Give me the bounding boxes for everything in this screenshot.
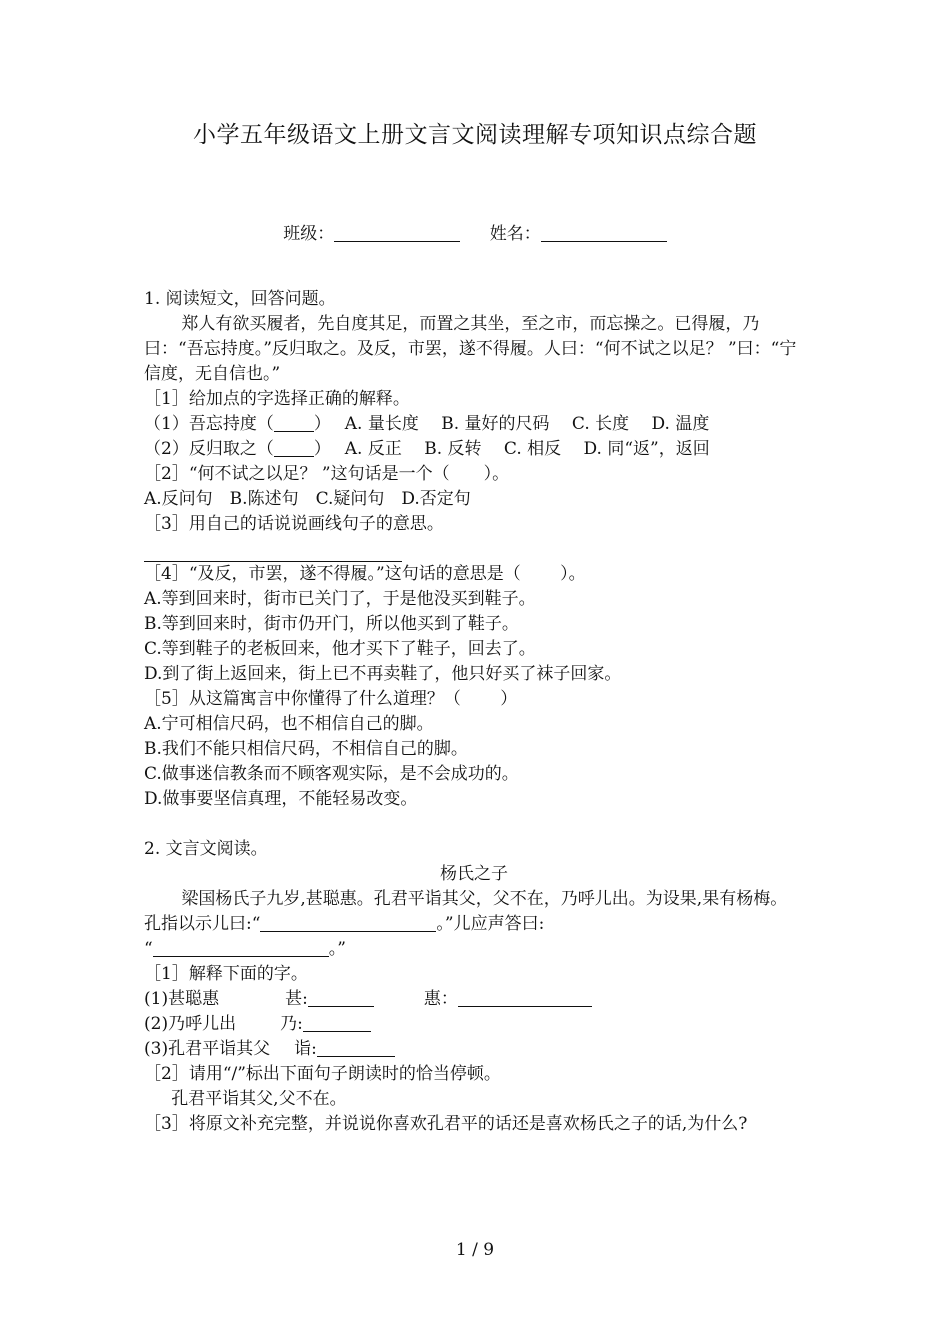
q1-sub1-item2-options: ） A. 反正 B. 反转 C. 相反 D. 同“返”，返回 xyxy=(313,439,710,459)
answer-line[interactable] xyxy=(144,537,402,562)
answer-blank[interactable] xyxy=(303,1014,371,1032)
question-content xyxy=(144,287,804,1137)
q2-word2-char: 乃: xyxy=(280,1014,303,1034)
answer-blank[interactable] xyxy=(274,439,314,457)
q2-sub2: ［2］请用“/”标出下面句子朗读时的恰当停顿。 xyxy=(144,1064,501,1084)
q2-word3 xyxy=(144,1037,804,1062)
document-title: 小学五年级语文上册文言文阅读理解专项知识点综合题 xyxy=(193,122,757,148)
q1-sub5-option-b: B.我们不能只相信尺码，不相信自己的脚。 xyxy=(144,739,468,759)
close-quote: 。” xyxy=(328,939,346,959)
q2-heading: 2. 文言文阅读。 xyxy=(144,839,268,859)
fill-blank[interactable] xyxy=(153,939,329,957)
q2-sub2-sentence: 孔君平诣其父,父不在。 xyxy=(171,1089,347,1109)
q2-word2 xyxy=(144,1012,804,1037)
q1-sub4-option-b: B.等到回来时，街市仍开门，所以他买到了鞋子。 xyxy=(144,614,519,634)
q2-word3-phrase: (3)孔君平诣其父 xyxy=(144,1039,271,1059)
q2-word1 xyxy=(144,987,804,1012)
answer-blank[interactable] xyxy=(308,989,374,1007)
name-label: 姓名： xyxy=(489,224,541,244)
q1-sub1-item2 xyxy=(144,437,804,462)
q2-word1-char: 甚: xyxy=(285,989,308,1009)
q1-sub2: ［2］“何不试之以足？ ”这句话是一个（ ）。 xyxy=(144,464,510,484)
open-quote: “ xyxy=(144,939,153,959)
class-blank[interactable] xyxy=(334,225,460,242)
q2-word1-phrase: (1)甚聪惠 xyxy=(144,989,220,1009)
q1-sub4-option-c: C.等到鞋子的老板回来，他才买下了鞋子，回去了。 xyxy=(144,639,536,659)
q2-word3-char: 诣: xyxy=(294,1039,317,1059)
q1-heading: 1. 阅读短文，回答问题。 xyxy=(144,289,336,309)
page-number: 1 / 9 xyxy=(455,1240,495,1260)
q1-sub1: ［1］给加点的字选择正确的解释。 xyxy=(144,389,410,409)
q2-word1-char2: 惠： xyxy=(423,989,458,1009)
class-label: 班级： xyxy=(283,224,335,244)
q2-word2-phrase: (2)乃呼儿出 xyxy=(144,1014,237,1034)
q2-sub3: ［3］将原文补充完整，并说说你喜欢孔君平的话还是喜欢杨氏之子的话,为什么? xyxy=(144,1114,748,1134)
fill-blank[interactable] xyxy=(260,914,436,932)
q2-sub1: ［1］解释下面的字。 xyxy=(144,964,308,984)
student-info-row xyxy=(0,219,950,244)
q2-passage-part1: 梁国杨氏子九岁,甚聪惠。孔君平诣其父，父不在，乃呼儿出。为设果,果有杨梅。孔指以示儿曰:“ xyxy=(144,889,788,934)
q1-sub3: ［3］用自己的话说说画线句子的意思。 xyxy=(144,514,444,534)
q1-sub1-item1 xyxy=(144,412,804,437)
q1-sub1-item1-options: ） A. 量长度 B. 量好的尺码 C. 长度 D. 温度 xyxy=(313,414,710,434)
passage-title: 杨氏之子 xyxy=(440,864,508,884)
q1-sub5: ［5］从这篇寓言中你懂得了什么道理？（ ） xyxy=(144,689,518,709)
q1-sub4-option-a: A.等到回来时，街市已关门了，于是他没买到鞋子。 xyxy=(144,589,536,609)
q1-sub1-item2-prefix: （2）反归取之（ xyxy=(144,439,274,459)
answer-blank[interactable] xyxy=(458,989,592,1007)
q1-sub4-option-d: D.到了街上返回来，街上已不再卖鞋了，他只好买了袜子回家。 xyxy=(144,664,622,684)
name-blank[interactable] xyxy=(541,225,667,242)
q2-passage-part2: 。”儿应声答曰: xyxy=(436,914,545,934)
q2-passage-answer xyxy=(144,937,804,962)
q1-sub1-item1-prefix: （1）吾忘持度（ xyxy=(144,414,274,434)
q1-sub4: ［4］“及反，市罢，遂不得履。”这句话的意思是（ ）。 xyxy=(144,564,586,584)
q1-sub5-option-d: D.做事要坚信真理，不能轻易改变。 xyxy=(144,789,418,809)
q1-passage: 郑人有欲买履者，先自度其足，而置之其坐，至之市，而忘操之。已得履，乃曰：“吾忘持度。”反归取之。及反，市罢，遂不得履。人曰：“何不试之以足？ ”曰：“宁信度，无自信也。” xyxy=(144,314,797,384)
q1-sub2-options: A.反问句 B.陈述句 C.疑问句 D.否定句 xyxy=(144,489,471,509)
q2-passage xyxy=(144,887,804,937)
q1-sub5-option-a: A.宁可相信尺码，也不相信自己的脚。 xyxy=(144,714,434,734)
answer-blank[interactable] xyxy=(274,414,314,432)
answer-blank[interactable] xyxy=(317,1039,395,1057)
q1-sub5-option-c: C.做事迷信教条而不顾客观实际，是不会成功的。 xyxy=(144,764,519,784)
